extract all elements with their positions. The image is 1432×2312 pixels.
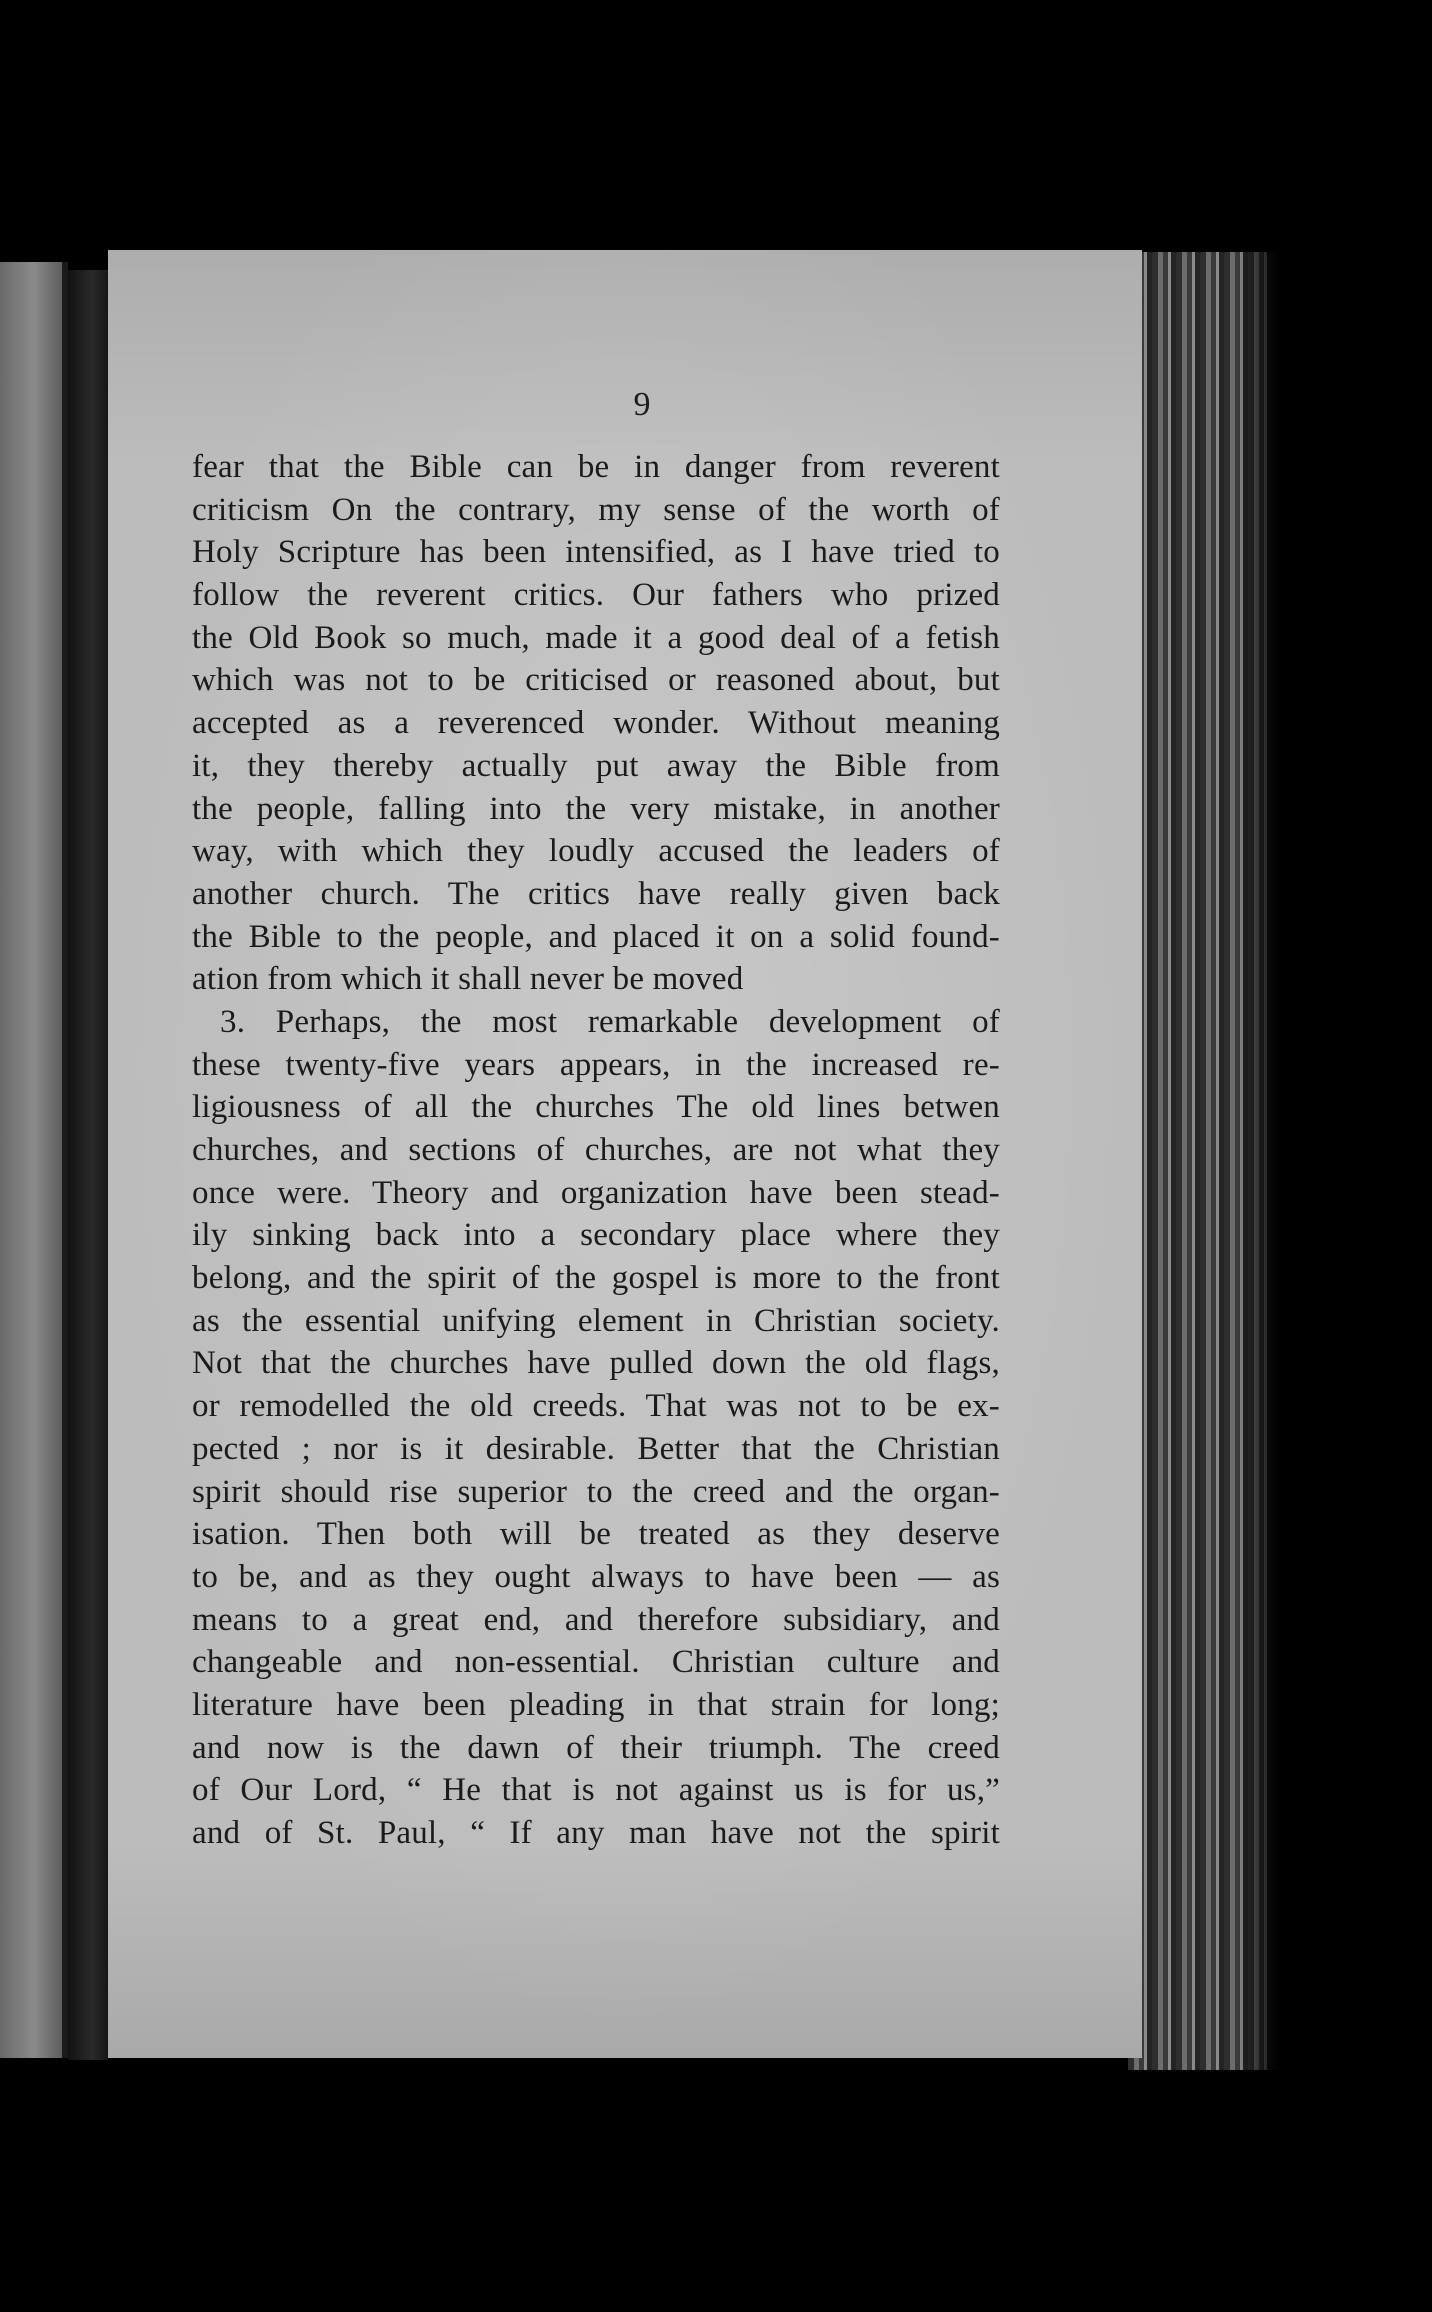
body-text	[192, 446, 1000, 1855]
text-line: another church. The critics have really given back	[192, 875, 1000, 912]
text-line: the Bible to the people, and placed it on a solid found-	[192, 918, 1000, 955]
text-line: changeable and non-essential. Christian culture and	[192, 1644, 1000, 1681]
text-line: churches, and sections of churches, are not what they	[192, 1132, 1000, 1168]
text-line: Holy Scripture has been intensified, as I have tried to	[192, 534, 1000, 571]
text-line: isation. Then both will be treated as they deserve	[192, 1516, 1000, 1553]
text-line: ily sinking back into a secondary place where they	[192, 1217, 1000, 1254]
text-line: of Our Lord, “ He that is not against us is for us,”	[192, 1772, 1000, 1809]
text-line: ation from which it shall never be moved	[192, 961, 744, 998]
text-line: accepted as a reverenced wonder. Without meaning	[192, 705, 1000, 742]
text-line: and of St. Paul, “ If any man have not the spirit	[192, 1815, 1000, 1851]
page-number: 9	[633, 386, 651, 423]
text-line: to be, and as they ought always to have been — as	[192, 1558, 1000, 1595]
text-line: these twenty-five years appears, in the increased re-	[192, 1046, 1000, 1083]
text-line: and now is the dawn of their triumph. The creed	[192, 1729, 1000, 1766]
text-line: the people, falling into the very mistake, in another	[192, 790, 1000, 827]
text-line: belong, and the spirit of the gospel is more to the front	[192, 1260, 1000, 1297]
text-line: ligiousness of all the churches The old lines betwen	[192, 1089, 1000, 1126]
left-page-edge	[0, 262, 68, 2058]
text-line: 3. Perhaps, the most remarkable development of	[220, 1003, 1000, 1040]
text-line: criticism On the contrary, my sense of the worth of	[192, 491, 1000, 528]
text-line: literature have been pleading in that strain for long;	[192, 1686, 1000, 1723]
text-line: once were. Theory and organization have been stead-	[192, 1174, 1000, 1211]
text-line: Not that the churches have pulled down the old flags,	[192, 1345, 1000, 1382]
text-line: way, with which they loudly accused the leaders of	[192, 833, 1000, 870]
text-line: it, they thereby actually put away the Bible from	[192, 747, 1000, 784]
text-line: pected ; nor is it desirable. Better that the Christian	[192, 1430, 1000, 1467]
text-line: means to a great end, and therefore subsidiary, and	[192, 1601, 1000, 1638]
text-line: or remodelled the old creeds. That was not to be ex-	[192, 1388, 1000, 1425]
text-line: which was not to be criticised or reasoned about, but	[192, 662, 1000, 699]
text-line: spirit should rise superior to the creed and the organ-	[192, 1473, 1000, 1510]
text-line: fear that the Bible can be in danger from reverent	[192, 449, 1000, 485]
book-page	[108, 250, 1142, 2058]
text-line: the Old Book so much, made it a good deal of a fetish	[192, 619, 1000, 656]
text-line: as the essential unifying element in Christian society.	[192, 1302, 1000, 1339]
right-page-edges	[1128, 252, 1278, 2070]
book-gutter	[68, 270, 108, 2060]
text-line: follow the reverent critics. Our fathers who prized	[192, 577, 1000, 614]
